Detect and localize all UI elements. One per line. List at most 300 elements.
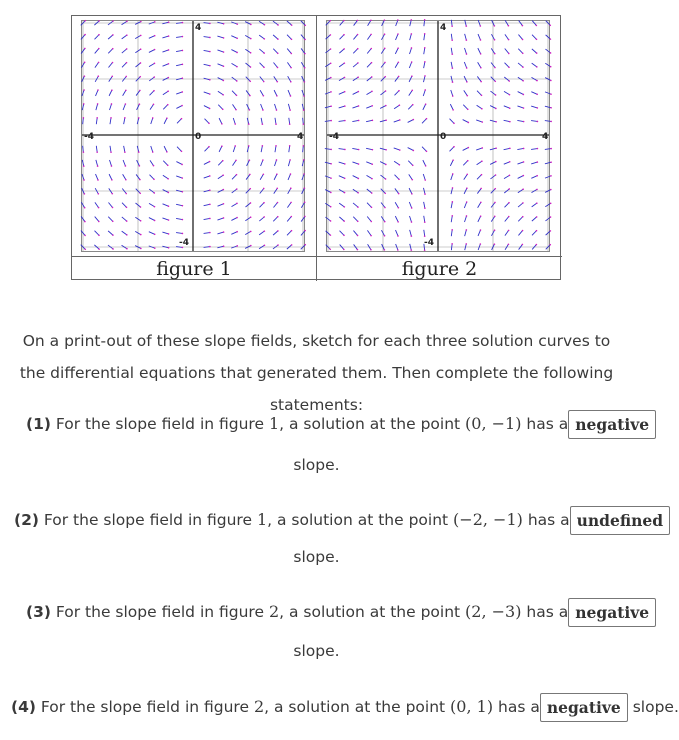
slope-segment [108, 231, 113, 235]
slope-arrowhead [466, 81, 468, 83]
slope-arrowhead [84, 221, 86, 223]
figure-1-slope-field [82, 21, 304, 251]
slope-arrowhead [480, 25, 482, 27]
slope-segment [108, 35, 113, 39]
slope-segment [122, 63, 126, 68]
slope-arrowhead [167, 164, 169, 166]
slope-segment [339, 217, 344, 221]
slope-segment [353, 63, 358, 67]
slope-arrowhead [330, 62, 332, 64]
slope-segment [451, 202, 452, 208]
slope-segment [353, 35, 357, 40]
slope-arrowhead [235, 160, 237, 162]
slope-segment [451, 62, 452, 68]
slope-segment [151, 118, 153, 124]
slope-segment [288, 174, 290, 180]
slope-arrowhead [167, 104, 169, 106]
slope-segment [353, 176, 359, 179]
slope-segment [123, 174, 126, 180]
slope-segment [366, 148, 372, 149]
slope-arrowhead [140, 21, 142, 23]
slope-arrowhead [98, 221, 100, 223]
slope-segment [464, 90, 468, 95]
slope-arrowhead [125, 89, 127, 91]
slope-segment [478, 230, 480, 236]
slope-segment [122, 231, 127, 235]
slope-arrowhead [168, 49, 170, 51]
slope-arrowhead [494, 243, 496, 245]
slope-segment [532, 35, 536, 40]
slope-segment [95, 35, 99, 40]
figure-2-plot [326, 20, 550, 252]
slope-segment [261, 160, 263, 166]
slope-arrowhead [154, 35, 156, 37]
slope-arrowhead [494, 229, 496, 231]
slope-segment [96, 104, 98, 110]
slope-arrowhead [248, 123, 250, 125]
slope-segment [275, 146, 276, 152]
slope-segment [451, 244, 452, 250]
slope-arrowhead [370, 235, 372, 237]
slope-arrowhead [112, 220, 114, 222]
slope-segment [176, 233, 182, 234]
slope-arrowhead [83, 165, 85, 167]
slope-segment [410, 230, 412, 236]
slope-segment [204, 218, 210, 219]
slope-segment [176, 50, 182, 51]
slope-segment [409, 62, 411, 68]
slope-arrowhead [398, 61, 400, 63]
slope-arrowhead [451, 53, 453, 55]
slope-arrowhead [330, 48, 332, 50]
slope-segment [465, 216, 467, 222]
slope-arrowhead [453, 146, 455, 148]
slope-segment [176, 64, 182, 65]
slope-arrowhead [289, 123, 291, 125]
slope-arrowhead [209, 232, 211, 234]
slope-arrowhead [453, 122, 455, 124]
slope-segment [95, 62, 99, 67]
slope-arrowhead [153, 178, 155, 180]
statement-1-number: (1) [26, 415, 51, 433]
slope-arrowhead [264, 24, 266, 26]
figure-2-cell [317, 16, 562, 281]
slope-arrowhead [550, 66, 552, 68]
slope-segment [517, 162, 523, 164]
y-tick-min-label: -4 [424, 238, 434, 248]
statement-4-number: (4) [11, 698, 36, 716]
slope-segment [149, 232, 155, 235]
slope-arrowhead [249, 159, 251, 161]
slope-arrowhead [84, 48, 86, 50]
slope-segment [149, 218, 155, 221]
slope-arrowhead [83, 151, 85, 153]
slope-segment [95, 231, 99, 236]
slope-arrowhead [480, 243, 482, 245]
slope-arrowhead [168, 77, 170, 79]
slope-segment [176, 37, 182, 38]
slope-arrowhead [330, 34, 332, 36]
slope-arrowhead [236, 188, 238, 190]
slope-segment [218, 91, 223, 95]
slope-arrowhead [181, 177, 183, 179]
slope-segment [232, 104, 236, 109]
slope-arrowhead [480, 39, 482, 41]
slope-segment [367, 91, 372, 94]
slope-segment [275, 104, 277, 110]
slope-arrowhead [111, 193, 113, 195]
slope-arrowhead [152, 151, 154, 153]
slope-arrowhead [424, 221, 426, 223]
slope-arrowhead [182, 64, 184, 66]
slope-segment [518, 203, 523, 207]
slope-arrowhead [344, 62, 346, 64]
slope-segment [408, 120, 414, 123]
slope-arrowhead [110, 117, 112, 119]
slope-segment [352, 162, 358, 164]
slope-arrowhead [126, 20, 128, 22]
slope-segment [164, 146, 167, 152]
statement-2-mid: , a solution at the point [267, 511, 449, 529]
slope-segment [367, 217, 371, 222]
slope-segment [451, 90, 453, 96]
slope-arrowhead [494, 53, 496, 55]
slope-arrowhead [508, 80, 510, 82]
statement-3-answer-select[interactable]: negative [568, 598, 656, 627]
slope-segment [176, 162, 182, 165]
slope-arrowhead [124, 151, 126, 153]
slope-arrowhead [249, 174, 251, 176]
slope-arrowhead [303, 159, 305, 161]
slope-arrowhead [126, 34, 128, 36]
slope-arrowhead [466, 187, 468, 189]
slope-segment [465, 34, 467, 40]
slope-arrowhead [371, 163, 373, 165]
slope-arrowhead [550, 202, 552, 204]
slope-segment [163, 64, 169, 66]
slope-segment [424, 20, 425, 26]
slope-arrowhead [344, 105, 346, 107]
slope-segment [478, 216, 481, 222]
slope-arrowhead [344, 77, 346, 79]
slope-arrowhead [222, 108, 224, 110]
slope-segment [531, 162, 537, 164]
slope-arrowhead [358, 91, 360, 93]
slope-arrowhead [290, 95, 292, 97]
slope-segment [423, 160, 426, 166]
slope-arrowhead [371, 178, 373, 180]
slope-arrowhead [397, 33, 399, 35]
slope-arrowhead [357, 34, 359, 36]
slope-segment [232, 160, 236, 165]
slope-arrowhead [168, 247, 170, 249]
slope-arrowhead [208, 146, 210, 148]
slope-arrowhead [236, 217, 238, 219]
slope-arrowhead [480, 201, 482, 203]
slope-arrowhead [397, 249, 399, 251]
slope-arrowhead [236, 37, 238, 39]
slope-arrowhead [209, 65, 211, 67]
slope-arrowhead [181, 91, 183, 93]
slope-arrowhead [451, 39, 453, 41]
slope-arrowhead [508, 243, 510, 245]
slope-arrowhead [481, 94, 483, 96]
slope-arrowhead [536, 244, 538, 246]
slope-arrowhead [537, 161, 539, 163]
slope-segment [176, 106, 182, 109]
slope-arrowhead [451, 215, 453, 217]
slope-arrowhead [304, 39, 306, 41]
slope-arrowhead [154, 233, 156, 235]
slope-segment [450, 160, 453, 166]
slope-segment [218, 105, 222, 110]
slope-arrowhead [250, 52, 252, 54]
slope-arrowhead [465, 25, 467, 27]
slope-arrowhead [344, 91, 346, 93]
statement-3-post: has a [526, 603, 569, 621]
slope-arrowhead [97, 89, 99, 91]
slope-arrowhead [303, 145, 305, 147]
slope-segment [505, 49, 509, 54]
slope-arrowhead [304, 201, 306, 203]
slope-segment [259, 217, 264, 221]
slope-segment [109, 90, 112, 96]
slope-arrowhead [550, 80, 552, 82]
slope-segment [465, 48, 467, 54]
slope-segment [477, 161, 482, 165]
slope-arrowhead [125, 165, 127, 167]
slope-arrowhead [277, 67, 279, 69]
slope-segment [232, 175, 236, 180]
slope-arrowhead [236, 52, 238, 54]
slope-segment [110, 104, 112, 110]
slope-segment [204, 176, 210, 178]
slope-segment [123, 104, 125, 110]
statement-1-answer-select[interactable]: negative [568, 410, 656, 439]
slope-arrowhead [330, 220, 332, 222]
slope-arrowhead [140, 234, 142, 236]
slope-arrowhead [425, 165, 427, 167]
slope-arrowhead [509, 161, 511, 163]
slope-arrowhead [263, 173, 265, 175]
slope-segment [476, 148, 482, 150]
slope-arrowhead [98, 248, 100, 250]
slope-arrowhead [424, 33, 426, 35]
slope-arrowhead [550, 121, 552, 123]
slope-segment [233, 146, 235, 152]
slope-arrowhead [167, 178, 169, 180]
slope-arrowhead [384, 33, 386, 35]
slope-segment [162, 232, 168, 234]
slope-arrowhead [168, 63, 170, 65]
slope-arrowhead [397, 221, 399, 223]
slope-arrowhead [209, 246, 211, 248]
slope-segment [287, 217, 291, 222]
slope-arrowhead [125, 103, 127, 105]
slope-segment [204, 50, 210, 51]
slope-segment [162, 218, 168, 220]
slope-arrowhead [96, 117, 98, 119]
slope-arrowhead [480, 188, 482, 190]
slope-segment [124, 146, 125, 152]
slope-arrowhead [330, 177, 332, 179]
slope-arrowhead [467, 160, 469, 162]
figure-1-plot [81, 20, 305, 252]
slope-arrowhead [153, 104, 155, 106]
slope-segment [394, 105, 399, 109]
slope-segment [518, 217, 522, 222]
slope-arrowhead [495, 121, 497, 123]
slope-arrowhead [209, 93, 211, 95]
slope-segment [367, 34, 371, 39]
slope-segment [95, 217, 99, 222]
slope-segment [231, 36, 237, 39]
slope-arrowhead [523, 107, 525, 109]
slope-arrowhead [139, 90, 141, 92]
slope-segment [395, 62, 398, 68]
slope-segment [463, 105, 467, 110]
slope-segment [260, 174, 263, 180]
slope-arrowhead [466, 174, 468, 176]
slope-arrowhead [154, 49, 156, 51]
slope-arrowhead [168, 233, 170, 235]
slope-arrowhead [304, 24, 306, 26]
slope-arrowhead [98, 48, 100, 50]
slope-arrowhead [468, 147, 470, 149]
slope-arrowhead [262, 145, 264, 147]
slope-segment [367, 203, 371, 208]
slope-segment [287, 231, 291, 236]
slope-segment [504, 120, 510, 121]
slope-arrowhead [276, 159, 278, 161]
slope-arrowhead [384, 48, 386, 50]
slope-arrowhead [330, 77, 332, 79]
slope-segment [505, 34, 509, 39]
slope-arrowhead [452, 159, 454, 161]
figure-2-caption: figure 2 [401, 258, 478, 280]
slope-segment [394, 148, 400, 150]
figure-1-caption: figure 1 [156, 258, 232, 280]
slope-segment [424, 230, 425, 236]
statement-2-pre: For the slope field in figure [43, 511, 252, 529]
slope-segment [505, 63, 509, 68]
slope-arrowhead [236, 203, 238, 205]
slope-arrowhead [139, 103, 141, 105]
slope-arrowhead [182, 22, 184, 24]
slope-arrowhead [182, 233, 184, 235]
origin-label: 0 [440, 132, 447, 142]
slope-arrowhead [248, 145, 250, 147]
slope-segment [122, 49, 127, 53]
slope-arrowhead [275, 145, 277, 147]
slope-segment [450, 147, 454, 152]
slope-segment [273, 217, 277, 222]
statement-4-post: has a [498, 698, 540, 716]
slope-segment [463, 161, 467, 166]
slope-arrowhead [124, 117, 126, 119]
slope-arrowhead [97, 103, 99, 105]
slope-arrowhead [208, 122, 210, 124]
slope-segment [532, 49, 537, 53]
slope-segment [465, 230, 467, 236]
slope-arrowhead [452, 67, 454, 69]
slope-segment [504, 91, 509, 94]
slope-arrowhead [370, 48, 372, 50]
slope-arrowhead [168, 219, 170, 221]
statement-2-answer-select[interactable]: undefined [570, 506, 670, 535]
statement-3-pre: For the slope field in figure [55, 603, 264, 621]
slope-arrowhead [424, 75, 426, 77]
slope-arrowhead [480, 215, 482, 217]
slope-arrowhead [413, 119, 415, 121]
slope-segment [423, 90, 425, 96]
slope-arrowhead [357, 48, 359, 50]
slope-segment [395, 216, 398, 222]
slope-arrowhead [344, 120, 346, 122]
slope-arrowhead [154, 206, 156, 208]
statement-1-suffix: slope. [293, 456, 340, 474]
slope-arrowhead [263, 202, 265, 204]
slope-arrowhead [522, 66, 524, 68]
slope-segment [424, 216, 425, 222]
slope-segment [95, 49, 99, 54]
slope-arrowhead [96, 151, 98, 153]
slope-segment [395, 202, 398, 208]
slope-segment [232, 63, 237, 66]
slope-segment [531, 176, 537, 179]
slope-arrowhead [304, 67, 306, 69]
slope-arrowhead [495, 147, 497, 149]
slope-segment [478, 34, 480, 40]
slope-segment [352, 120, 358, 121]
slope-arrowhead [495, 94, 497, 96]
slope-segment [505, 203, 509, 208]
slope-arrowhead [495, 174, 497, 176]
slope-segment [124, 118, 125, 124]
slope-arrowhead [452, 109, 454, 111]
slope-arrowhead [236, 245, 238, 247]
figure-2-slope-field [327, 21, 549, 251]
slope-segment [505, 217, 509, 222]
slope-segment [408, 105, 412, 110]
slope-segment [96, 174, 98, 180]
slope-arrowhead [330, 149, 332, 151]
slope-arrowhead [138, 117, 140, 119]
slope-segment [288, 90, 290, 96]
y-tick-max-label: 4 [195, 23, 202, 33]
slope-arrowhead [537, 121, 539, 123]
slope-segment [353, 49, 357, 54]
slope-arrowhead [358, 120, 360, 122]
slope-arrowhead [250, 66, 252, 68]
slope-segment [204, 106, 210, 109]
slope-arrowhead [182, 50, 184, 52]
slope-arrowhead [98, 20, 100, 22]
slope-arrowhead [371, 105, 373, 107]
slope-segment [231, 50, 237, 53]
slope-arrowhead [495, 161, 497, 163]
statement-4-answer-select[interactable]: negative [540, 693, 628, 722]
slope-segment [274, 174, 277, 180]
slope-arrowhead [153, 165, 155, 167]
slope-arrowhead [289, 109, 291, 111]
slope-arrowhead [523, 175, 525, 177]
slope-arrowhead [223, 51, 225, 53]
slope-segment [531, 149, 537, 150]
slope-segment [422, 119, 426, 124]
slope-arrowhead [263, 216, 265, 218]
slope-arrowhead [126, 248, 128, 250]
